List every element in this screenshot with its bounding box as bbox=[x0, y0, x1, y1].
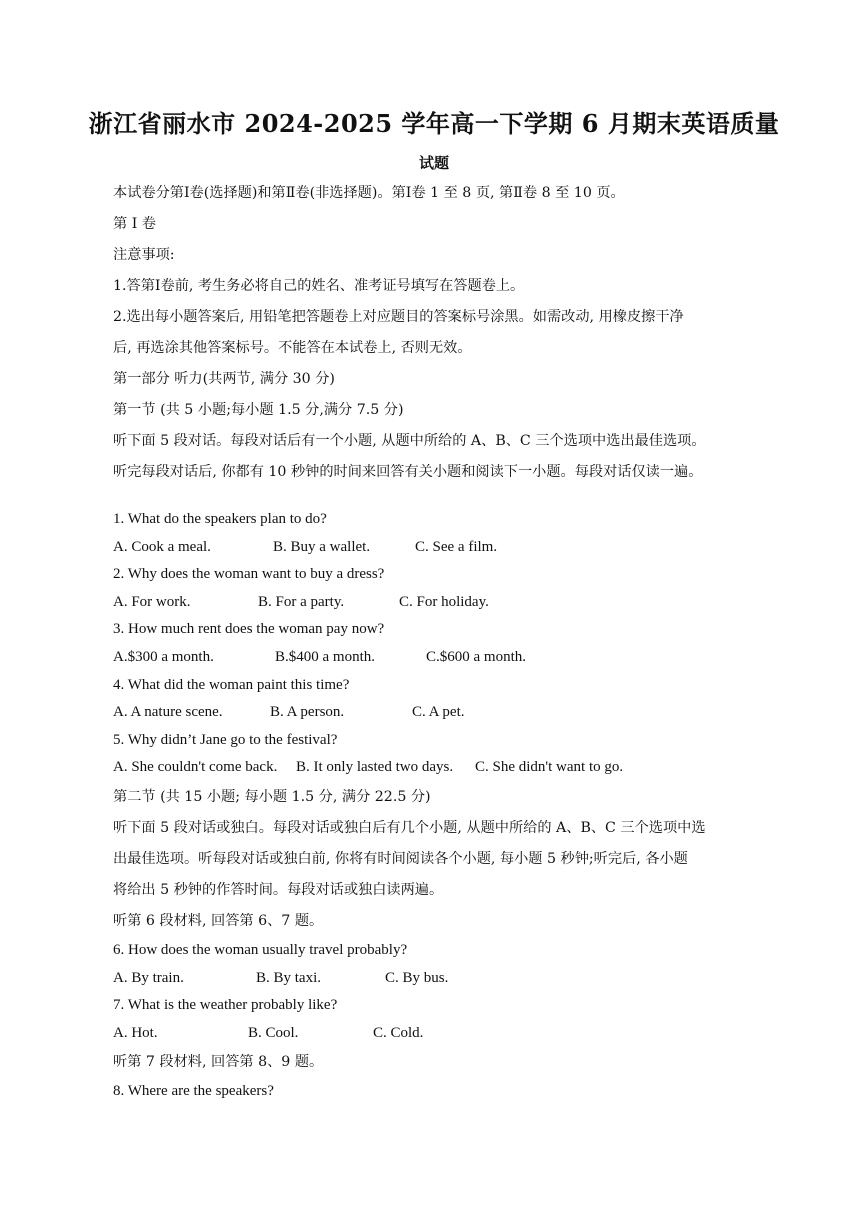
option-b: B. By taxi. bbox=[256, 969, 322, 986]
instruction-line: 听完每段对话后, 你都有 10 秒钟的时间来回答有关小题和阅读下一小题。每段对话仅读一遍。 bbox=[113, 464, 703, 480]
option-row bbox=[113, 754, 773, 782]
material-heading: 听第 6 段材料, 回答第 6、7 题。 bbox=[113, 912, 324, 929]
intro-line: 第 I 卷 bbox=[113, 216, 156, 232]
option-c: C. Cold. bbox=[373, 1024, 424, 1041]
instruction-line: 将给出 5 秒钟的作答时间。每段对话或独白读两遍。 bbox=[113, 881, 444, 898]
option-c: C. For holiday. bbox=[399, 593, 489, 610]
section-heading: 第一部分 听力(共两节, 满分 30 分) bbox=[113, 371, 335, 387]
instruction-line: 听下面 5 段对话或独白。每段对话或独白后有几个小题, 从题中所给的 A、B、C 三个选项中选 bbox=[113, 819, 706, 836]
option-row bbox=[113, 699, 773, 727]
spacer bbox=[113, 488, 773, 506]
intro-line: 后, 再选涂其他答案标号。不能答在本试卷上, 否则无效。 bbox=[113, 340, 472, 356]
option-c: C. A pet. bbox=[412, 704, 465, 721]
question: 2. Why does the woman want to buy a dress? bbox=[113, 566, 385, 583]
option-c: C. She didn't want to go. bbox=[475, 759, 624, 776]
option-a: A.$300 a month. bbox=[113, 648, 214, 665]
section-heading: 第二节 (共 15 小题; 每小题 1.5 分, 满分 22.5 分) bbox=[113, 788, 431, 805]
option-a: A. Cook a meal. bbox=[113, 538, 211, 555]
option-c: C. See a film. bbox=[415, 538, 498, 555]
question: 6. How does the woman usually travel probably? bbox=[113, 941, 408, 958]
option-c: C.$600 a month. bbox=[426, 648, 526, 665]
option-b: B. Buy a wallet. bbox=[273, 538, 371, 555]
option-b: B. Cool. bbox=[248, 1024, 299, 1041]
intro-line: 1.答第Ⅰ卷前, 考生务必将自己的姓名、准考证号填写在答题卷上。 bbox=[113, 278, 525, 294]
option-c: C. By bus. bbox=[385, 969, 449, 986]
section-heading: 第一节 (共 5 小题;每小题 1.5 分,满分 7.5 分) bbox=[113, 402, 404, 418]
option-a: A. She couldn't come back. bbox=[113, 759, 278, 776]
option-b: B.$400 a month. bbox=[275, 648, 375, 665]
page-subtitle: 试题 bbox=[418, 154, 449, 172]
option-b: B. A person. bbox=[270, 704, 345, 721]
question: 4. What did the woman paint this time? bbox=[113, 676, 350, 693]
instruction-line: 出最佳选项。听每段对话或独白前, 你将有时间阅读各个小题, 每小题 5 秒钟;听完后, 各小题 bbox=[113, 850, 688, 867]
option-row bbox=[113, 534, 773, 562]
option-row bbox=[113, 1020, 773, 1048]
option-b: B. For a party. bbox=[258, 593, 345, 610]
option-a: A. A nature scene. bbox=[113, 704, 223, 721]
intro-line: 注意事项: bbox=[113, 247, 175, 263]
option-row bbox=[113, 965, 773, 993]
option-row bbox=[113, 644, 773, 672]
question: 7. What is the weather probably like? bbox=[113, 997, 338, 1014]
option-a: A. By train. bbox=[113, 969, 184, 986]
exam-body bbox=[113, 178, 773, 1106]
intro-line: 2.选出每小题答案后, 用铅笔把答题卷上对应题目的答案标号涂黑。如需改动, 用橡皮擦干净 bbox=[113, 309, 684, 325]
material-heading: 听第 7 段材料, 回答第 8、9 题。 bbox=[113, 1054, 324, 1071]
instruction-line: 听下面 5 段对话。每段对话后有一个小题, 从题中所给的 A、B、C 三个选项中选出最佳选项。 bbox=[113, 433, 706, 449]
option-a: A. For work. bbox=[113, 593, 191, 610]
option-b: B. It only lasted two days. bbox=[296, 759, 454, 776]
option-a: A. Hot. bbox=[113, 1024, 158, 1041]
question: 1. What do the speakers plan to do? bbox=[113, 511, 327, 527]
intro-line: 本试卷分第Ⅰ卷(选择题)和第Ⅱ卷(非选择题)。第Ⅰ卷 1 至 8 页, 第Ⅱ卷 8 至 10 页。 bbox=[113, 185, 625, 201]
page-title: 浙江省丽水市 2024-2025 学年高一下学期 6 月期末英语质量 bbox=[88, 109, 780, 138]
option-row bbox=[113, 589, 773, 617]
question: 3. How much rent does the woman pay now? bbox=[113, 621, 385, 638]
question: 5. Why didn’t Jane go to the festival? bbox=[113, 731, 338, 748]
question: 8. Where are the speakers? bbox=[113, 1083, 274, 1100]
